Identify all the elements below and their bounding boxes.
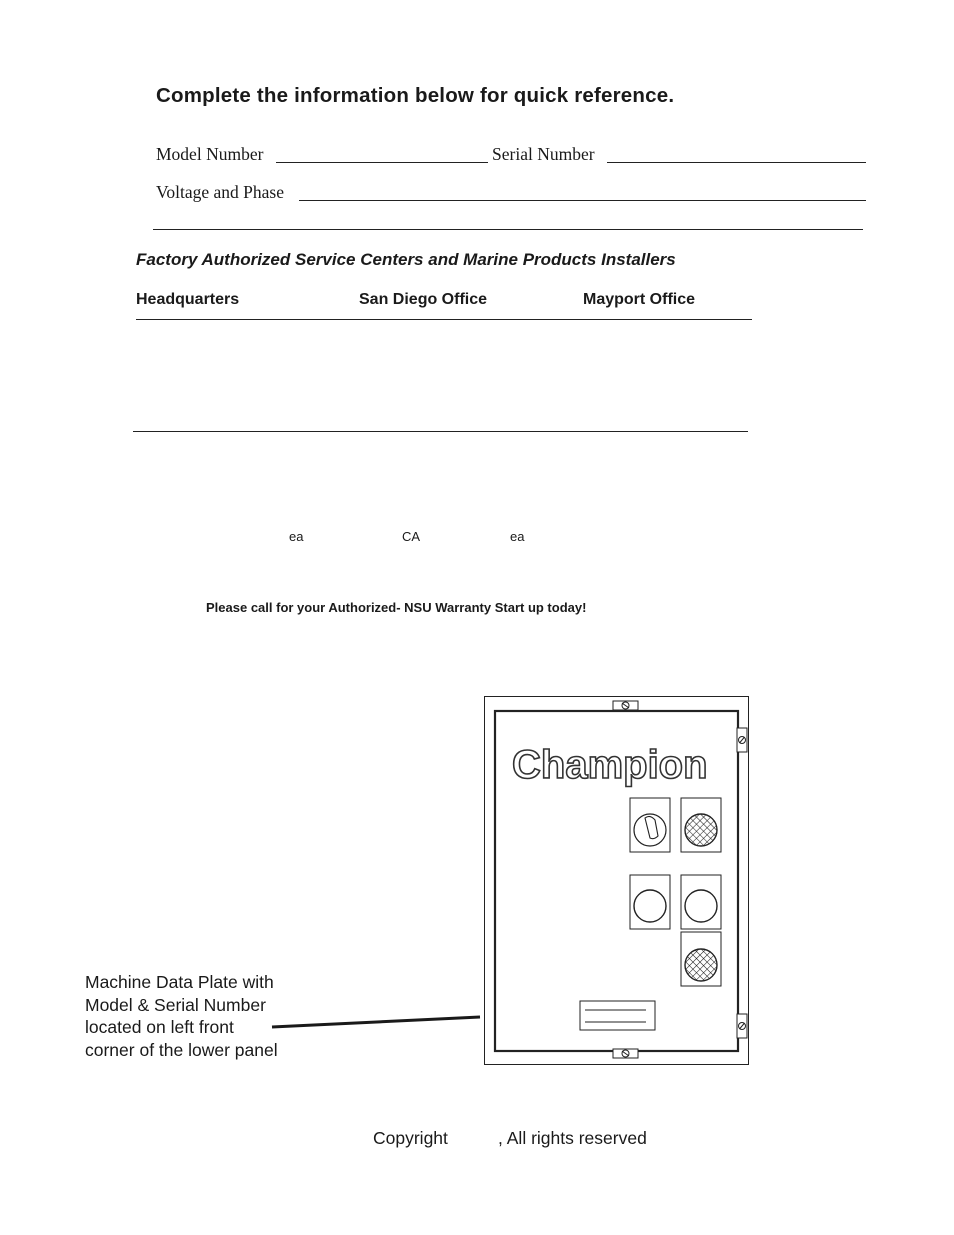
brand-logo: Champion [512, 743, 708, 787]
warranty-call-note: Please call for your Authorized- NSU Warranty Start up today! [206, 600, 587, 615]
indicator-light-icon [681, 798, 721, 852]
copyright-rights: , All rights reserved [498, 1128, 647, 1148]
lower-hinge-icon [737, 1014, 747, 1038]
indicator-light-icon [681, 932, 721, 986]
pointer-line [272, 1017, 480, 1027]
serial-number-label: Serial Number [492, 144, 595, 164]
data-plate-note [85, 971, 278, 1061]
voltage-phase-label: Voltage and Phase [156, 182, 284, 202]
top-latch-icon [613, 701, 638, 710]
data-plate-note-line: Model & Serial Number [85, 994, 266, 1015]
model-number-label: Model Number [156, 144, 264, 164]
column-san-diego-office: San Diego Office [359, 291, 488, 308]
push-button-icon [681, 875, 721, 929]
dial-knob-icon [630, 798, 670, 852]
column-headquarters: Headquarters [136, 291, 240, 308]
upper-hinge-icon [737, 728, 747, 752]
bottom-latch-icon [613, 1049, 638, 1058]
data-plate-note-line: Machine Data Plate with [85, 972, 274, 992]
push-button-icon [630, 875, 670, 929]
service-centers-title: Factory Authorized Service Centers and Marine Products Installers [136, 250, 676, 269]
data-plate-note-line: corner of the lower panel [85, 1039, 278, 1060]
page-heading: Complete the information below for quick reference. [156, 84, 675, 107]
data-plate-icon [580, 1001, 655, 1030]
data-plate-note-line: located on left front [85, 1017, 234, 1037]
column-mayport-office: Mayport Office [583, 291, 696, 308]
copyright-label: Copyright [373, 1128, 448, 1148]
address-fragment-mayport: ea [510, 529, 525, 544]
address-fragment-headquarters: ea [289, 529, 304, 544]
address-fragment-san-diego: CA [402, 529, 421, 544]
